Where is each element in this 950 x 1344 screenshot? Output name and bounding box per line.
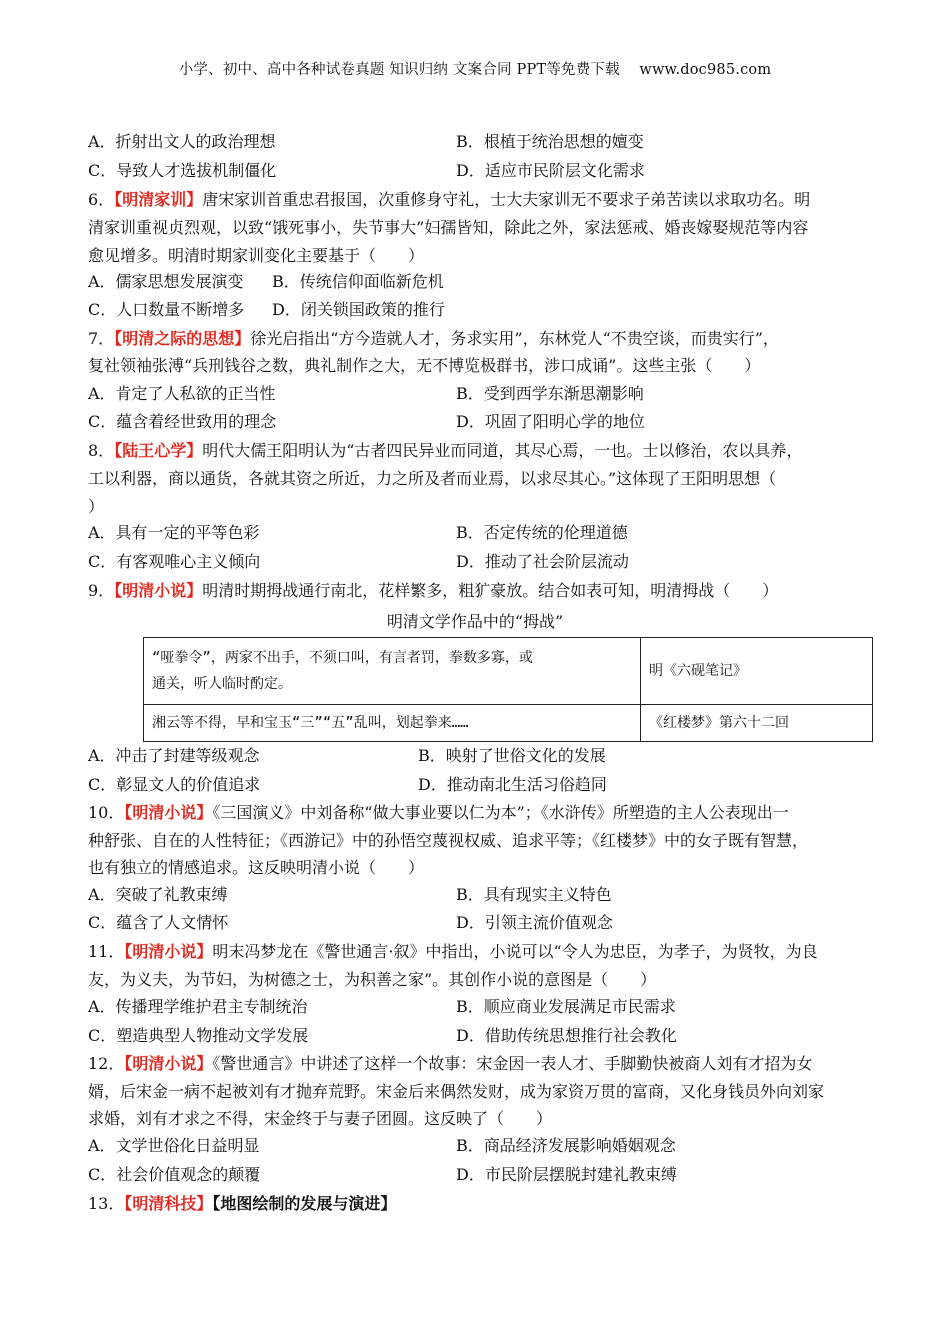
q12-topic-tag: 【明清小说】 <box>124 1054 213 1073</box>
table-cell-source: 明《六砚笔记》 <box>641 638 873 705</box>
q7-stem-line-1 <box>88 328 779 350</box>
q11-text: 明末冯梦龙在《警世通言·叙》中指出，小说可以“令人为忠臣，为孝子，为贤牧，为良 <box>212 942 818 961</box>
q9-option-c: C．彰显文人的价值追求 <box>88 775 261 794</box>
q8-topic-tag: 【陆王心学】 <box>114 441 203 460</box>
q9-option-b: B．映射了世俗文化的发展 <box>418 746 606 765</box>
q9-topic-tag: 【明清小说】 <box>114 581 203 600</box>
table-row <box>144 638 873 705</box>
q12-stem-line-1 <box>88 1053 812 1075</box>
q5-option-d: D．适应市民阶层文化需求 <box>456 161 645 180</box>
table-cell-line: 通关，听人临时酌定。 <box>152 676 292 692</box>
table-cell-content <box>144 638 641 705</box>
q7-option-c: C．蕴含着经世致用的理念 <box>88 412 277 431</box>
q8-option-a: A．具有一定的平等色彩 <box>88 523 260 542</box>
q9-text: 明清时期拇战通行南北，花样繁多，粗犷豪放。结合如表可知，明清拇战（ ） <box>202 581 779 600</box>
q8-stem-line-2: 工以利器，商以通货，各就其资之所近，力之所及者而业焉，以求尽其心。”这体现了王阳明思想（ <box>88 469 777 488</box>
q7-number: 7． <box>88 329 115 348</box>
table-cell-content: 湘云等不得，早和宝玉“三”“五”乱叫，划起拳来…… <box>144 705 641 742</box>
q8-stem-line-1 <box>88 440 802 462</box>
q12-option-d: D．市民阶层摆脱封建礼教束缚 <box>456 1165 677 1184</box>
q6-stem-line-1 <box>88 189 810 211</box>
q11-stem-line-2: 友，为义夫，为节妇，为树德之士，为积善之家”。其创作小说的意图是（ ） <box>88 970 657 989</box>
q10-option-b: B．具有现实主义特色 <box>456 885 612 904</box>
q6-number: 6． <box>88 190 115 209</box>
table-row <box>144 705 873 742</box>
q12-option-a: A．文学世俗化日益明显 <box>88 1136 260 1155</box>
q11-option-c: C．塑造典型人物推动文学发展 <box>88 1026 309 1045</box>
q8-option-b: B．否定传统的伦理道德 <box>456 523 628 542</box>
q11-number: 11． <box>88 942 125 961</box>
q11-topic-tag: 【明清小说】 <box>124 942 213 961</box>
q11-stem-line-1 <box>88 941 818 963</box>
q10-stem-line-1 <box>88 802 789 824</box>
q10-option-c: C．蕴含了人文情怀 <box>88 913 229 932</box>
q12-option-b: B．商品经济发展影响婚姻观念 <box>456 1136 676 1155</box>
q9-option-a: A．冲击了封建等级观念 <box>88 746 260 765</box>
q9-option-d: D．推动南北生活习俗趋同 <box>418 775 607 794</box>
q7-option-d: D．巩固了阳明心学的地位 <box>456 412 645 431</box>
q6-option-c: C．人口数量不断增多 <box>88 300 245 319</box>
q13-stem-line-1 <box>88 1193 396 1215</box>
q11-option-d: D．借助传统思想推行社会教化 <box>456 1026 677 1045</box>
q10-option-a: A．突破了礼教束缚 <box>88 885 228 904</box>
q9-table <box>143 637 873 742</box>
q10-topic-tag: 【明清小说】 <box>124 803 213 822</box>
q7-stem-line-2: 复社领袖张溥“兵刑钱谷之数，典礼制作之大，无不博览极群书，涉口成诵”。这些主张（ ） <box>88 356 761 375</box>
q8-option-c: C．有客观唯心主义倾向 <box>88 552 261 571</box>
q13-text: 【地图绘制的发展与演进】 <box>212 1194 397 1213</box>
q9-stem-line-1 <box>88 580 778 602</box>
q5-option-a: A．折射出文人的政治理想 <box>88 132 276 151</box>
q13-number: 13． <box>88 1194 125 1213</box>
q10-stem-line-2: 种舒张、自在的人性特征；《西游记》中的孙悟空蔑视权威、追求平等；《红楼梦》中的女子既有智慧， <box>88 831 809 850</box>
q10-stem-line-3: 也有独立的情感追求。这反映明清小说（ ） <box>88 858 425 877</box>
page-header: 小学、初中、高中各种试卷真题 知识归纳 文案合同 PPT等免费下载 www.doc985.com <box>178 62 772 78</box>
q10-option-d: D．引领主流价值观念 <box>456 913 613 932</box>
q5-option-b: B．根植于统治思想的嬗变 <box>456 132 644 151</box>
q7-topic-tag: 【明清之际的思想】 <box>114 329 251 348</box>
table-cell-source: 《红楼梦》第六十二回 <box>641 705 873 742</box>
q8-option-d: D．推动了社会阶层流动 <box>456 552 629 571</box>
q13-topic-tag: 【明清科技】 <box>124 1194 213 1213</box>
q9-table-title: 明清文学作品中的“拇战” <box>386 612 564 631</box>
q9-number: 9． <box>88 581 115 600</box>
q12-text: 《警世通言》中讲述了这样一个故事：宋金因一表人才、手脚勤快被商人刘有才招为女 <box>212 1054 813 1073</box>
q6-option-d: D．闭关锁国政策的推行 <box>272 300 445 319</box>
q12-stem-line-3: 求婚，刘有才求之不得，宋金终于与妻子团圆。这反映了（ ） <box>88 1109 553 1128</box>
q8-number: 8． <box>88 441 115 460</box>
q6-stem-line-3: 愈见增多。明清时期家训变化主要基于（ ） <box>88 246 425 265</box>
q6-topic-tag: 【明清家训】 <box>114 190 203 209</box>
table-cell-line: “哑拳令”，两家不出手，不须口叫，有言者罚，拳数多寡，或 <box>152 650 533 666</box>
q8-text: 明代大儒王阳明认为“古者四民异业而同道，其尽心焉，一也。士以修治，农以具养， <box>202 441 803 460</box>
q12-option-c: C．社会价值观念的颠覆 <box>88 1165 261 1184</box>
q11-option-a: A．传播理学维护君主专制统治 <box>88 997 308 1016</box>
q6-option-a: A．儒家思想发展演变 <box>88 272 244 291</box>
q6-text: 唐宋家训首重忠君报国，次重修身守礼，士大夫家训无不要求子弟苦读以求取功名。明 <box>202 190 811 209</box>
q10-number: 10． <box>88 803 125 822</box>
q12-number: 12． <box>88 1054 125 1073</box>
q7-option-b: B．受到西学东渐思潮影响 <box>456 384 644 403</box>
q5-option-c: C．导致人才选拔机制僵化 <box>88 161 277 180</box>
q11-option-b: B．顺应商业发展满足市民需求 <box>456 997 676 1016</box>
q12-stem-line-2: 婿，后宋金一病不起被刘有才抛弃荒野。宋金后来偶然发财，成为家资万贯的富商，又化身钱员外向刘家 <box>88 1082 825 1101</box>
q7-text: 徐光启指出“方今造就人才，务求实用”，东林党人“不贵空谈，而贵实行”， <box>250 329 779 348</box>
q7-option-a: A．肯定了人私欲的正当性 <box>88 384 276 403</box>
q10-text: 《三国演义》中刘备称“做大事业要以仁为本”；《水浒传》所塑造的主人公表现出一 <box>212 803 789 822</box>
q8-stem-line-3: ） <box>88 497 105 516</box>
q6-option-b: B．传统信仰面临新危机 <box>272 272 444 291</box>
q6-stem-line-2: 清家训重视贞烈观，以致“饿死事小，失节事大”妇孺皆知，除此之外，家法惩戒、婚丧嫁娶规范等内容 <box>88 218 809 237</box>
